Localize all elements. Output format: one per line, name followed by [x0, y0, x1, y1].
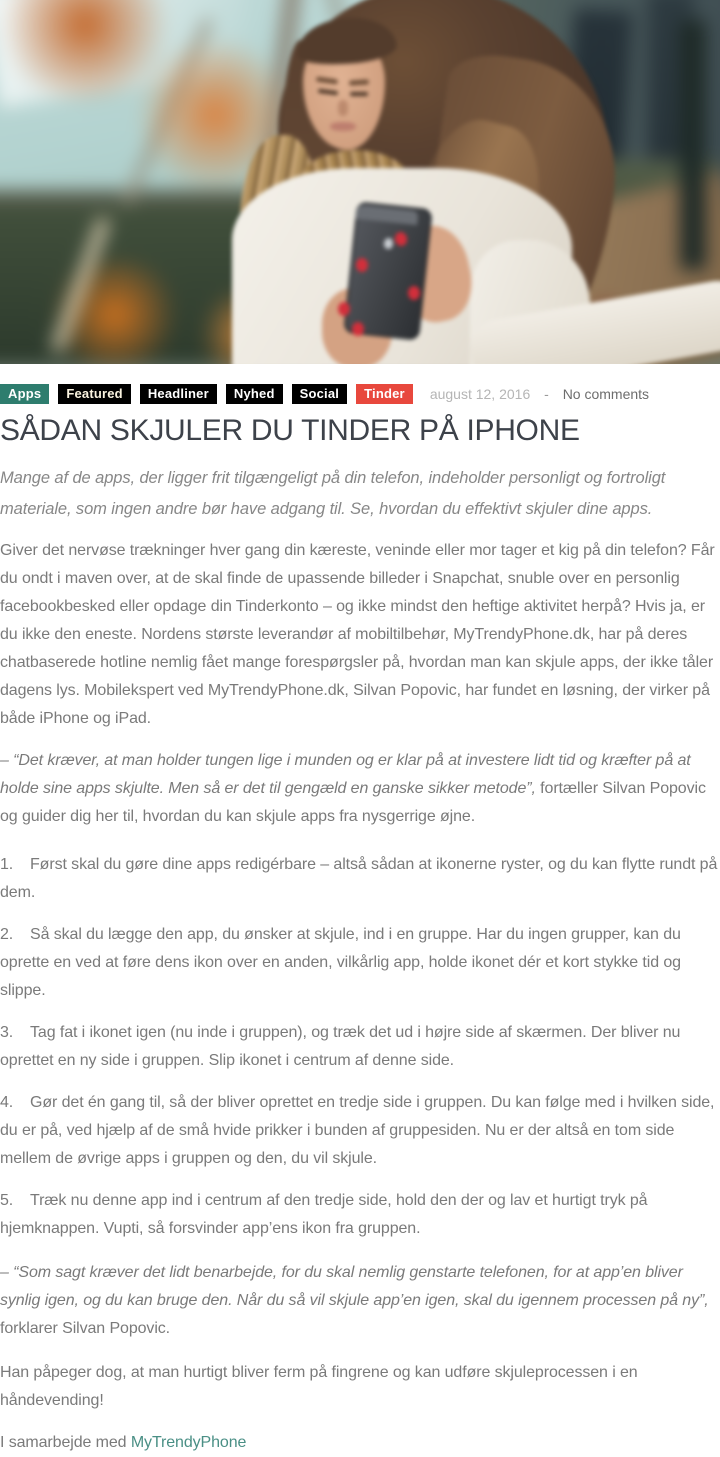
intro-paragraph: Mange af de apps, der ligger frit tilgængeligt på din telefon, indeholder personligt og fortroligt materiale, som ingen andre bør have adgang til. Se, hvordan du effektivt skjuler dine apps.: [0, 469, 666, 518]
meta-separator: -: [544, 386, 549, 402]
woman-with-phone: [0, 0, 720, 364]
partner-line: [0, 1429, 718, 1457]
partner-link[interactable]: MyTrendyPhone: [130, 1434, 247, 1451]
tag-apps[interactable]: Apps: [0, 384, 49, 404]
iphone: [343, 201, 432, 340]
comments-link[interactable]: No comments: [562, 386, 650, 402]
red-fingernail: [356, 258, 368, 272]
step-text: Tag fat i ikonet igen (nu inde i gruppen), og træk det ud i højre side af skærmen. Der bliver nu oprettet en ny side i gruppen. Slip ikonet i centrum af denne side.: [0, 1024, 681, 1069]
quote-paragraph: [0, 1259, 718, 1343]
page-title: SÅDAN SKJULER DU TINDER PÅ IPHONE: [0, 414, 580, 447]
partner-prefix: I samarbejde med: [0, 1434, 131, 1451]
list-item: [0, 851, 718, 907]
body-paragraph: Giver det nervøse trækninger hver gang din kæreste, veninde eller mor tager et kig på din telefon? Får du ondt i maven over, at de skal finde de upassende billeder i Snapchat, snuble over en personlig facebookbesked eller opdage din Tinderkonto – og ikke mindst den heftige aktivitet herpå? Hvis ja, er du ikke den eneste. Nordens største leverandør af mobiltilbehør, MyTrendyPhone.dk, har på deres chatbaserede hotline nemlig fået mange forespørgsler på, hvordan man kan skjule apps, der ikke tåler dagens lys. Mobilekspert ved MyTrendyPhone.dk, Silvan Popovic, har fundet en løsning, der virker på både iPhone og iPad.: [0, 542, 715, 727]
step-text: Træk nu denne app ind i centrum af den tredje side, hold den der og lav et hurtigt tryk på hjemknappen. Vupti, så forsvinder app’ens ikon fra gruppen.: [0, 1192, 648, 1237]
tag-headliner[interactable]: Headliner: [140, 384, 217, 404]
post-meta: [430, 386, 649, 402]
quote-paragraph: [0, 747, 718, 831]
red-fingernail: [338, 302, 350, 316]
steps-list: [0, 851, 718, 1243]
tag-featured[interactable]: Featured: [58, 384, 131, 404]
quote-italic: – “Som sagt kræver det lidt benarbejde, for du skal nemlig genstarte telefonen, for at app’en bliver synlig igen, og du kan bruge den. Når du så vil skjule app’en igen, skal du igennem processen på ny”,: [0, 1264, 709, 1309]
red-fingernail: [408, 286, 420, 300]
tag-nyhed[interactable]: Nyhed: [226, 384, 283, 404]
step-text: Så skal du lægge den app, du ønsker at skjule, ind i en gruppe. Har du ingen grupper, kan du oprette en ved at føre dens ikon over en anden, vilkårlig app, holde ikonet dér et kort stykke tid og slippe.: [0, 926, 681, 999]
tag-row: [0, 384, 718, 404]
step-text: Først skal du gøre dine apps redigérbare – altså sådan at ikonerne ryster, og du kan flytte rundt på dem.: [0, 856, 718, 901]
step-number: 2.: [0, 926, 14, 943]
closing-paragraph: Han påpeger dog, at man hurtigt bliver ferm på fingrene og kan udføre skjuleprocessen i en håndevending!: [0, 1364, 638, 1409]
quote-attribution: fortæller Silvan Popovic og guider dig her til, hvordan du kan skjule apps fra nysgerrige øjne.: [0, 780, 706, 825]
eye-looking-down: [350, 92, 368, 96]
red-fingernail: [352, 322, 364, 336]
hero-photo: [0, 0, 720, 364]
article-content: [0, 384, 720, 1457]
post-date: august 12, 2016: [429, 386, 531, 402]
step-text: Gør det én gang til, så der bliver oprettet en tredje side i gruppen. Du kan følge med i hvilken side, du er på, ved hjælp af de små hvide prikker i bunden af gruppesiden. Nu er der altså en tom side mellem de øvrige apps i gruppen og den, du vil skjule.: [0, 1094, 715, 1167]
quote-italic: – “Det kræver, at man holder tungen lige i munden og er klar på at investere lidt tid og kræfter på at holde sine apps skjulte. Men så er det til gengæld en ganske sikker metode”,: [0, 752, 691, 797]
tag-tinder[interactable]: Tinder: [356, 384, 413, 404]
list-item: [0, 1187, 718, 1243]
step-number: 1.: [0, 856, 14, 873]
step-number: 4.: [0, 1094, 14, 1111]
tag-social[interactable]: Social: [292, 384, 348, 404]
list-item: [0, 1089, 718, 1173]
list-item: [0, 1019, 718, 1075]
list-item: [0, 921, 718, 1005]
lips: [330, 122, 356, 131]
nose: [338, 100, 348, 116]
quote-attribution: forklarer Silvan Popovic.: [0, 1320, 171, 1337]
step-number: 5.: [0, 1192, 14, 1209]
step-number: 3.: [0, 1024, 14, 1041]
